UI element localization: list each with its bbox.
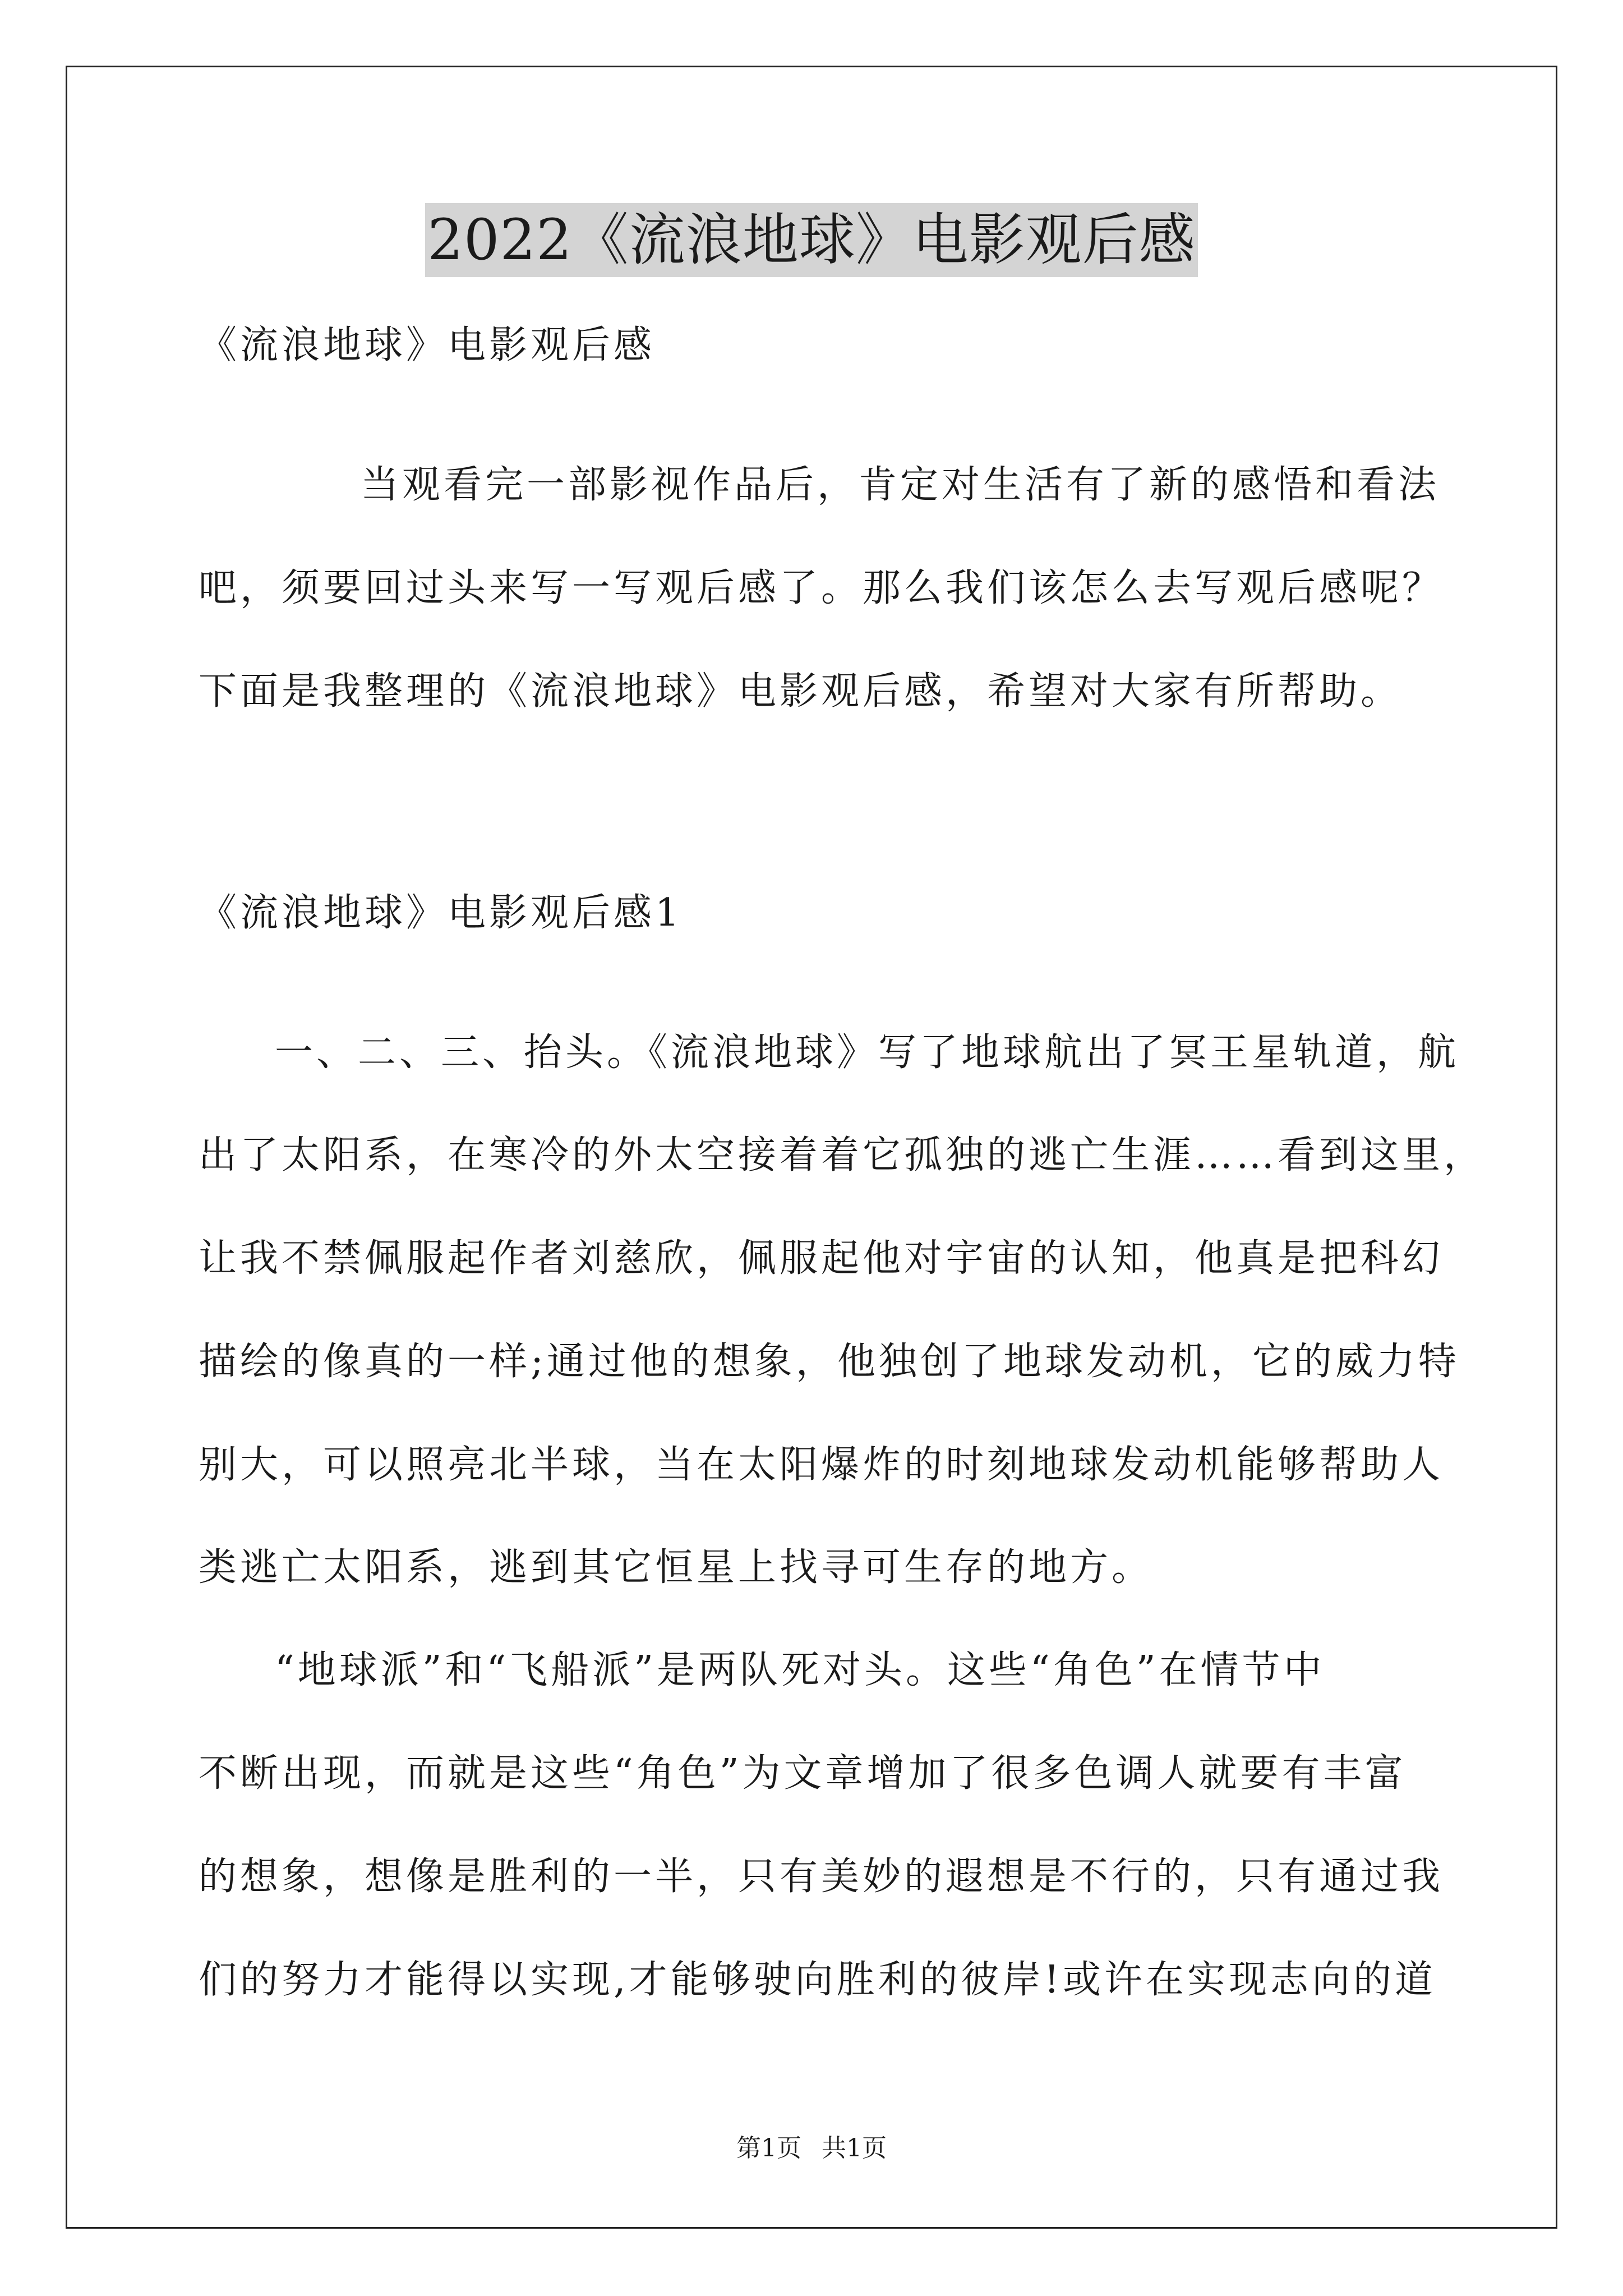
title-container bbox=[0, 203, 1623, 277]
para2-line-3: 的想象，想像是胜利的一半，只有美妙的遐想是不行的，只有通过我 bbox=[199, 1855, 1444, 1899]
page-total: 共1页 bbox=[822, 2134, 887, 2162]
intro-line-1: 当观看完一部影视作品后，肯定对生活有了新的感悟和看法 bbox=[361, 463, 1440, 507]
document-subtitle: 《流浪地球》电影观后感 bbox=[199, 323, 656, 367]
para1-line-1: 一、二、三、抬头。《流浪地球》写了地球航出了冥王星轨道，航 bbox=[275, 1030, 1460, 1075]
page-footer bbox=[0, 2133, 1623, 2164]
para2-line-1: “地球派”和“飞船派”是两队死对头。这些“角色”在情节中 bbox=[275, 1648, 1325, 1692]
intro-line-3: 下面是我整理的《流浪地球》电影观后感，希望对大家有所帮助。 bbox=[199, 669, 1403, 714]
para1-line-5: 别大，可以照亮北半球，当在太阳爆炸的时刻地球发动机能够帮助人 bbox=[199, 1443, 1444, 1487]
para1-line-6: 类逃亡太阳系，逃到其它恒星上找寻可生存的地方。 bbox=[199, 1545, 1154, 1590]
para1-line-4: 描绘的像真的一样;通过他的想象，他独创了地球发动机，它的威力特 bbox=[199, 1340, 1460, 1384]
section-heading: 《流浪地球》电影观后感1 bbox=[199, 891, 683, 935]
intro-line-2: 吧，须要回过头来写一写观后感了。那么我们该怎么去写观后感呢？ bbox=[199, 566, 1444, 610]
page-number: 第1页 bbox=[736, 2134, 801, 2162]
para1-line-3: 让我不禁佩服起作者刘慈欣，佩服起他对宇宙的认知，他真是把科幻 bbox=[199, 1236, 1444, 1281]
document-title: 2022《流浪地球》电影观后感 bbox=[425, 203, 1198, 277]
para1-line-2: 出了太阳系，在寒冷的外太空接着着它孤独的逃亡生涯……看到这里， bbox=[199, 1133, 1486, 1177]
para2-line-2: 不断出现，而就是这些“角色”为文章增加了很多色调人就要有丰富 bbox=[199, 1751, 1407, 1796]
para2-line-4: 们的努力才能得以实现,才能够驶向胜利的彼岸!或许在实现志向的道 bbox=[199, 1958, 1436, 2002]
